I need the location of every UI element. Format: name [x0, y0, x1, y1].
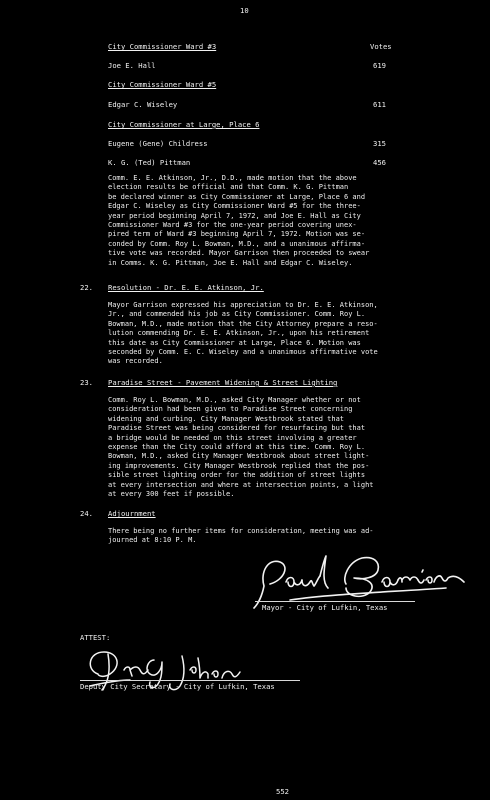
paragraph-line: Commissioner Ward #3 for the one-year period covering unex- [108, 221, 357, 230]
candidate-name: K. G. (Ted) Pittman [108, 158, 191, 167]
candidate-votes: 611 [373, 100, 386, 109]
item-heading: Paradise Street - Pavement Widening & Street Lighting [108, 378, 338, 387]
item-body [108, 527, 374, 546]
paragraph-line: ing improvements. City Manager Westbrook replied that the pos- [108, 461, 370, 470]
result-heading-ward5: City Commissioner Ward #5 [108, 80, 217, 89]
paragraph-line: Bowman, M.D., made motion that the City Attorney prepare a reso- [108, 319, 378, 328]
paragraph-line: journed at 8:10 P. M. [108, 536, 197, 545]
candidate-name: Eugene (Gene) Childress [108, 139, 208, 148]
paragraph-line: Mayor Garrison expressed his appreciation to Dr. E. E. Atkinson, [108, 301, 378, 309]
item-body [108, 396, 374, 499]
paragraph-line: at every 300 feet if possible. [108, 490, 235, 499]
votes-header: Votes [370, 42, 392, 51]
motion-paragraph [108, 174, 369, 268]
secretary-signature-line [80, 680, 300, 681]
paragraph-line: pired term of Ward #3 beginning April 7, 1972. Motion was se- [108, 230, 366, 239]
paragraph-line: seconded by Comm. E. C. Wiseley and a unanimous affirmative vote [108, 348, 378, 357]
candidate-votes: 456 [373, 158, 386, 167]
paragraph-line: Edgar C. Wiseley as City Commissioner Ward #5 for the three- [108, 202, 361, 211]
paragraph-line: There being no further items for consideration, meeting was ad- [108, 527, 374, 535]
paragraph-line: expense than the City could afford at this time. Comm. Roy L. [108, 443, 366, 452]
paragraph-line: Jr., and commended his job as City Commissioner. Comm. Roy L. [108, 310, 366, 319]
paragraph-line: Bowman, M.D., asked City Manager Westbrook about street light- [108, 452, 370, 461]
item-number: 22. [80, 283, 93, 292]
item-heading: Adjournment [108, 509, 156, 518]
result-heading-ward3: City Commissioner Ward #3 [108, 42, 217, 51]
paragraph-line: lution commending Dr. E. E. Atkinson, Jr., upon his retirement [108, 329, 370, 338]
paragraph-line: year period beginning April 7, 1972, and Joe E. Hall as City [108, 211, 361, 220]
paragraph-line: sible street lighting order for the addition of street lights [108, 471, 366, 480]
paragraph-line: tive vote was recorded. Mayor Garrison then proceeded to swear [108, 249, 370, 258]
item-heading: Resolution - Dr. E. E. Atkinson, Jr. [108, 283, 264, 292]
paragraph-line: was recorded. [108, 357, 163, 366]
result-heading-at-large: City Commissioner at Large, Place 6 [108, 120, 260, 129]
candidate-name: Edgar C. Wiseley [108, 100, 178, 109]
paragraph-line: be declared winner as City Commissioner at Large, Place 6 and [108, 192, 366, 201]
paragraph-line: conded by Comm. Roy L. Bowman, M.D., and a unanimous affirma- [108, 239, 366, 248]
paragraph-line: a bridge would be needed on this street involving a greater [108, 433, 357, 442]
paragraph-line: Comm. Roy L. Bowman, M.D., asked City Manager whether or not [108, 396, 361, 404]
mayor-signature-line [255, 601, 415, 602]
item-body [108, 301, 378, 367]
candidate-name: Joe E. Hall [108, 61, 156, 70]
footer-code: 552 [276, 787, 289, 796]
paragraph-line: election results be official and that Comm. K. G. Pittman [108, 183, 349, 192]
paragraph-line: Paradise Street was being considered for resurfacing but that [108, 424, 366, 433]
paragraph-line: in Comms. K. G. Pittman, Joe E. Hall and Edgar C. Wiseley. [108, 258, 353, 267]
candidate-votes: 315 [373, 139, 386, 148]
secretary-title: Deputy City Secretary - City of Lufkin, Texas [80, 682, 275, 691]
paragraph-line: this date as City Commissioner at Large, Place 6. Motion was [108, 338, 361, 347]
mayor-title: Mayor - City of Lufkin, Texas [262, 603, 388, 612]
paragraph-line: at every intersection and where at intersection points, a light [108, 480, 374, 489]
page-number: 10 [240, 6, 249, 15]
paragraph-line: consideration had been given to Paradise Street concerning [108, 405, 353, 414]
item-number: 24. [80, 509, 93, 518]
paragraph-line: widening and curbing. City Manager Westbrook stated that [108, 414, 345, 423]
paragraph-line: Comm. E. E. Atkinson, Jr., D.D., made motion that the above [108, 174, 357, 182]
attest-label: ATTEST: [80, 633, 111, 642]
candidate-votes: 619 [373, 61, 386, 70]
item-number: 23. [80, 378, 93, 387]
